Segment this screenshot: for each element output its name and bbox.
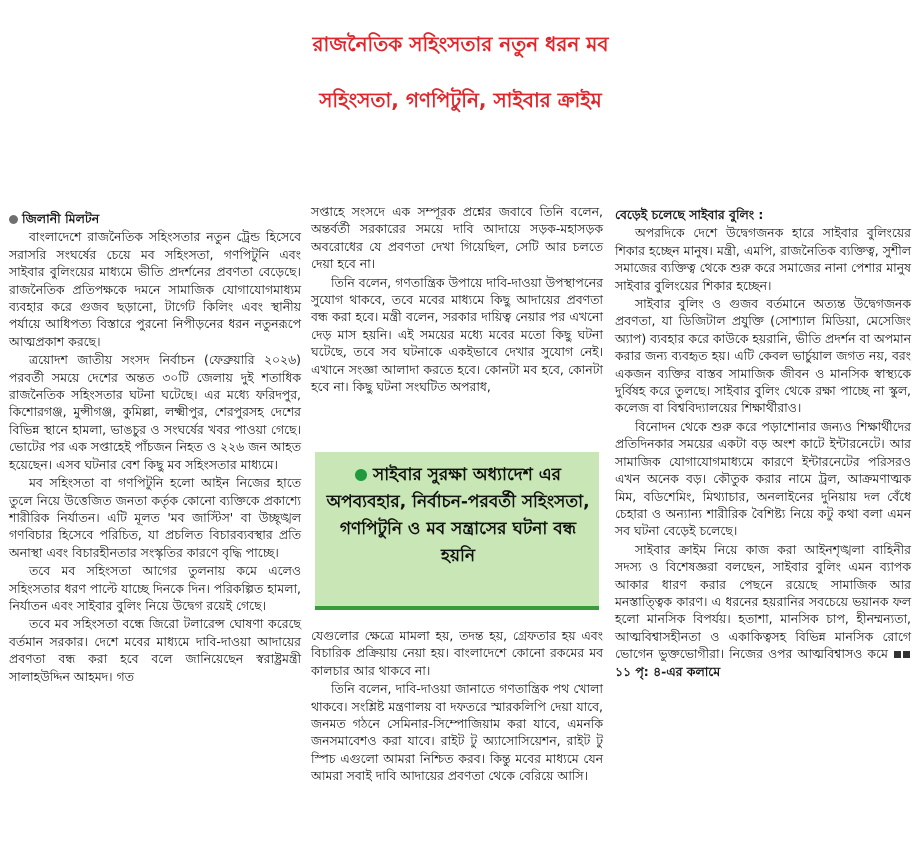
section-subhead: বেড়েই চলেছে সাইবার বুলিং :	[615, 207, 764, 222]
headline	[0, 16, 921, 128]
column-3	[615, 206, 911, 681]
paragraph-text: সাইবার ক্রাইম নিয়ে কাজ করা আইনশৃঙ্খলা বাহিনীর সদস্য ও বিশেষজ্ঞরা বলছেন, সাইবার বুলিং এমন ব্যাপক আকার ধারণ করার পেছনে রয়েছে সামাজিক আর মনস্তাত্ত্বিক কারণ। এ ধরনের হয়রানির সবচেয়ে ভয়ানক ফল হলো মানসিক বিপর্যয়। হতাশা, মানসিক চাপ, হীনম্মন্যতা, আত্মবিশ্বাসহীনতা ও একাকিত্বসহ বিভিন্ন মানসিক রোগে ভোগেন ভুক্তভোগীরা। নিজের ওপর আত্মবিশ্বাসও কমে	[615, 541, 911, 662]
byline-author: জিলানী মিলটন	[22, 211, 100, 226]
column-2-top	[311, 203, 603, 396]
pull-quote-text: সাইবার সুরক্ষা অধ্যাদেশ এর অপব্যবহার, নির্বাচন-পরবর্তী সহিংসতা, গণপিটুনি ও মব সন্ত্রাসের ঘটনা বন্ধ হয়নি	[326, 465, 590, 566]
bullet-icon	[355, 469, 367, 481]
paragraph: বাংলাদেশে রাজনৈতিক সহিংসতার নতুন ট্রেন্ড হিসেবে সরাসরি সংঘর্ষের চেয়ে মব সহিংসতা, গণপিটুনি এবং সাইবার বুলিংয়ের মাধ্যমে ভীতি প্রদর্শনের প্রবণতা বেড়েছে। রাজনৈতিক প্রতিপক্ষকে দমনে সামাজিক যোগাযোগমাধ্যম ব্যবহার করে গুজব ছড়ানো, টার্গেট কিলিং এবং স্থানীয় পর্যায়ে আধিপত্য বিস্তারে পুরনো নিপীড়নের ধরন নতুনরূপে আত্মপ্রকাশ করছে।	[9, 229, 301, 349]
headline-line-1: রাজনৈতিক সহিংসতার নতুন ধরন মব	[312, 32, 609, 56]
bullet-icon	[9, 215, 18, 224]
paragraph: সপ্তাহে সংসদে এক সম্পূরক প্রশ্নের জবাবে তিনি বলেন, অন্তর্বর্তী সরকারের সময়ে দাবি আদায়ে সড়ক-মহাসড়ক অবরোধের যে প্রবণতা দেখা গিয়েছিল, সেটি আর চলতে দেয়া হবে না।	[311, 204, 603, 272]
headline-line-2: সহিংসতা, গণপিটুনি, সাইবার ক্রাইম	[319, 88, 602, 112]
pull-quote	[325, 462, 591, 570]
square-icon	[903, 651, 910, 658]
pull-quote-box	[315, 452, 599, 610]
paragraph: তবে মব সহিংসতা বন্ধে জিরো টলারেন্স ঘোষণা করেছে বর্তমান সরকার। দেশে মবের মাধ্যমে দাবি-দাওয়া আদায়ের প্রবণতা বন্ধ করা হবে বলে জানিয়েছেন স্বরাষ্ট্রমন্ত্রী সালাহউদ্দিন আহমদ। গত	[9, 616, 301, 684]
byline	[9, 210, 301, 227]
paragraph: যেগুলোর ক্ষেত্রে মামলা হয়, তদন্ত হয়, গ্রেফতার হয় এবং বিচারিক প্রক্রিয়ায় নেয়া হয়। বাংলাদেশে কোনো রকমের মব কালচার আর থাকবে না।	[311, 628, 603, 678]
paragraph: মব সহিংসতা বা গণপিটুনি হলো আইন নিজের হাতে তুলে নিয়ে উত্তেজিত জনতা কর্তৃক কোনো ব্যক্তিকে প্রকাশ্যে শারীরিক নির্যাতন। এটি মূলত 'মব জাস্টিস' বা উচ্ছৃঙ্খল গণবিচার হিসেবে পরিচিত, যা প্রচলিত বিচারব্যবস্থার প্রতি অনাস্থা এবং বিচারহীনতার সংস্কৃতির কারণে বৃদ্ধি পাচ্ছে।	[9, 475, 301, 560]
paragraph: তিনি বলেন, দাবি-দাওয়া জানাতে গণতান্ত্রিক পথ খোলা থাকবে। সংশ্লিষ্ট মন্ত্রণালয় বা দফতরে স্মারকলিপি দেয়া যাবে, জনমত গঠনে সেমিনার-সিম্পোজিয়াম করা যাবে, এমনকি জনসমাবেশও করা যাবে। রাইট টু অ্যাসোসিয়েশন, রাইট টু স্পিচ এগুলো আমরা নিশ্চিত করব। কিন্তু মবের মাধ্যমে যেন আমরা সবাই দাবি আদায়ের প্রবণতা থেকে বেরিয়ে আসি।	[311, 681, 603, 784]
column-1	[9, 210, 301, 686]
paragraph: সাইবার বুলিং ও গুজব বর্তমানে অত্যন্ত উদ্বেগজনক প্রবণতা, যা ডিজিটাল প্রযুক্তি (সোশ্যাল মিডিয়া, মেসেজিং অ্যাপ) ব্যবহার করে কাউকে হয়রানি, ভীতি প্রদর্শন বা অপমান করার জন্য ব্যবহৃত হয়। এটি কেবল ভার্চুয়াল জগত নয়, বরং একজন ব্যক্তির বাস্তব সামাজিক জীবন ও মানসিক স্বাস্থ্যকে দুর্বিষহ করে তুলছে। সাইবার বুলিং থেকে রক্ষা পাচ্ছে না স্কুল, কলেজ বা বিশ্ববিদ্যালয়ের শিক্ষার্থীরাও।	[615, 296, 911, 416]
jump-text: ১১ পৃ: ৪-এর কলামে	[615, 663, 721, 679]
paragraph: তবে মব সহিংসতা আগের তুলনায় কমে এলেও সহিংসতার ধরণ পাল্টে যাচ্ছে দিনকে দিন। পরিকল্পিত হামলা, নির্যাতন এবং সাইবার বুলিং নিয়ে উদ্বেগ রয়েই গেছে।	[9, 563, 301, 613]
square-icon	[894, 651, 901, 658]
paragraph: অপরদিকে দেশে উদ্বেগজনক হারে সাইবার বুলিংয়ের শিকার হচ্ছেন মানুষ। মন্ত্রী, এমপি, রাজনৈতিক ব্যক্তিত্ব, সুশীল সমাজের ব্যক্তিত্ব থেকে শুরু করে সমাজের নানা পেশার মানুষ সাইবার বুলিংয়ের শিকার হচ্ছেন।	[615, 225, 911, 293]
paragraph: বিনোদন থেকে শুরু করে পড়াশোনার জন্যও শিক্ষার্থীদের প্রতিদিনকার সময়ের একটা বড় অংশ কাটে ইন্টারনেটে। আর সামাজিক যোগাযোগমাধ্যমে কারণে ইন্টারনেটের পরিসরও এখন অনেক বড়। কৌতুক করার নামে ট্রল, আক্রমণাত্মক মিম, বডিশেমিং, মিথ্যাচার, অনলাইনের দুনিয়ায় দল বেঁধে চেহারা ও অন্যান্য শারীরিক বৈশিষ্ট্য নিয়ে কটু কথা বলা এমন সব ঘটনা বেড়েই চলেছে।	[615, 418, 911, 539]
paragraph: তিনি বলেন, গণতান্ত্রিক উপায়ে দাবি-দাওয়া উপস্থাপনের সুযোগ থাকবে, তবে মবের মাধ্যমে কিছু আদায়ের প্রবণতা বন্ধ করা হবে। মন্ত্রী বলেন, সরকার দায়িত্ব নেয়ার পর এখনো দেড় মাস হয়নি। এই সময়ের মধ্যে মবের মতো কিছু ঘটনা ঘটেছে, তবে সব ঘটনাকে একইভাবে দেখার সুযোগ নেই। এখানে সংজ্ঞা আলাদা করতে হবে। কোনটা মব হবে, কোনটা হবে না। কিছু ঘটনা সংঘটিত অপরাধ,	[311, 274, 603, 395]
paragraph: ত্রয়োদশ জাতীয় সংসদ নির্বাচন (ফেব্রুয়ারি ২০২৬) পরবর্তী সময়ে দেশের অন্তত ৩০টি জেলায় দুই শতাধিক রাজনৈতিক সহিংসতার ঘটনা ঘটেছে। এর মধ্যে ফরিদপুর, কিশোরগঞ্জ, মুন্সীগঞ্জ, কুমিল্লা, লক্ষ্মীপুর, শেরপুরসহ দেশের বিভিন্ন স্থানে হামলা, ভাঙচুর ও সংঘর্ষের খবর পাওয়া গেছে। ভোটের পর এক সপ্তাহেই পাঁচজন নিহত ও ২২৬ জন আহত হয়েছেন। এসব ঘটনার বেশ কিছু মব সহিংসতার মাধ্যমে।	[9, 352, 301, 472]
paragraph	[615, 541, 911, 680]
column-2-bottom	[311, 627, 603, 786]
